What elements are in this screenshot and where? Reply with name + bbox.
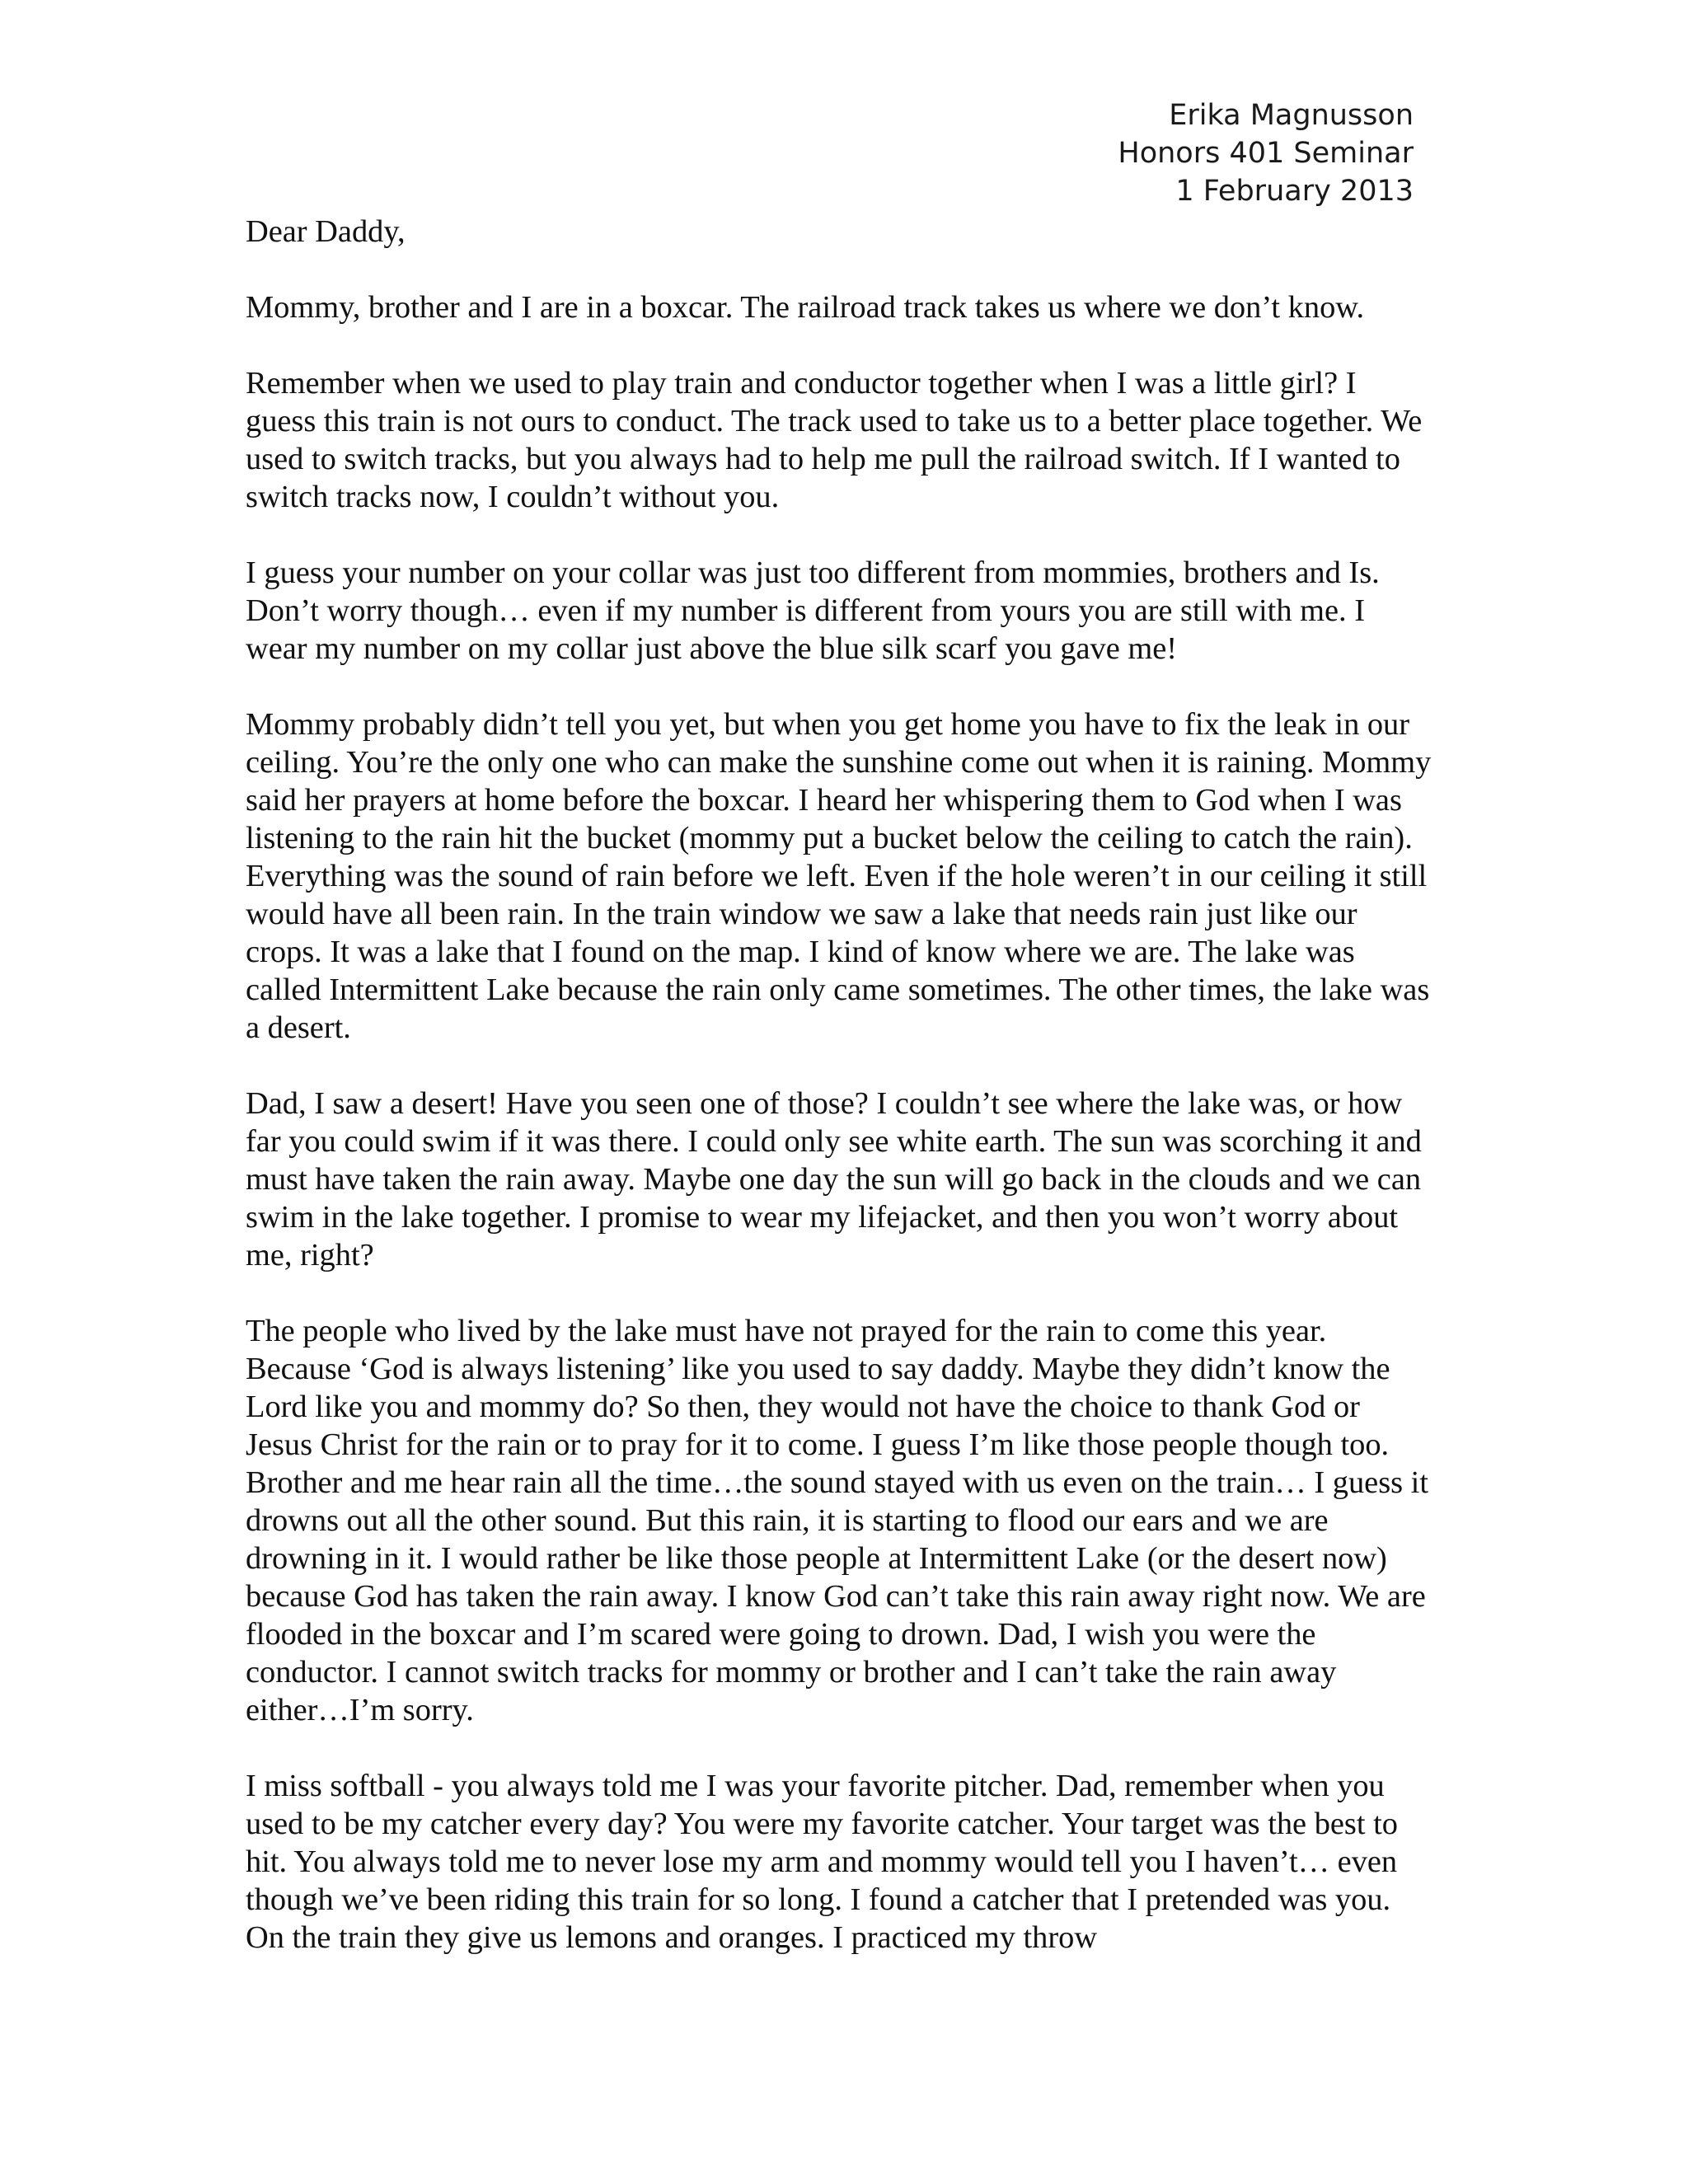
salutation: Dear Daddy, bbox=[246, 214, 406, 249]
author-name: Erika Magnusson bbox=[1169, 99, 1414, 132]
paragraph: Remember when we used to play train and conductor together when I was a little girl? I guess this train is not ours to conduct. The track used to take us to a better place together. We used to switch tracks, but you always had to help me pull the railroad switch. If I wanted to switch tracks now, I couldn’t without you. bbox=[246, 366, 1423, 514]
header-block bbox=[1118, 96, 1414, 210]
paragraph: Mommy probably didn’t tell you yet, but when you get home you have to fix the leak in our ceiling. You’re the only one who can make the sunshine come out when it is raining. Mommy said her prayers at home before the boxcar. I heard her whispering them to God when I was listening to the rain hit the bucket (mommy put a bucket below the ceiling to catch the rain). Everything was the sound of rain before we left. Even if the hole weren’t in our ceiling it still would have all been rain. In the train window we saw a lake that needs rain just like our crops. It was a lake that I found on the map. I kind of know where we are. The lake was called Intermittent Lake because the rain only came sometimes. The other times, the lake was a desert. bbox=[246, 707, 1432, 1045]
paragraph: Dad, I saw a desert! Have you seen one of those? I couldn’t see where the lake was, or how far you could swim if it was there. I could only see white earth. The sun was scorching it and must have taken the rain away. Maybe one day the sun will go back in the clouds and we can swim in the lake together. I promise to wear my lifejacket, and then you won’t worry about me, right? bbox=[246, 1086, 1422, 1272]
letter-body bbox=[246, 213, 1432, 1994]
paragraph: Mommy, brother and I are in a boxcar. The railroad track takes us where we don’t know. bbox=[246, 290, 1365, 325]
letter-date: 1 February 2013 bbox=[1175, 175, 1414, 208]
course-name: Honors 401 Seminar bbox=[1118, 137, 1414, 170]
paragraph: I guess your number on your collar was just too different from mommies, brothers and Is. Don’t worry though… even if my number is different from yours you are still with me. I wear my number on my collar just above the blue silk scarf you gave me! bbox=[246, 555, 1380, 666]
paragraph: I miss softball - you always told me I was your favorite pitcher. Dad, remember when you used to be my catcher every day? You were my favorite catcher. Your target was the best to hit. You always told me to never lose my arm and mommy would tell you I haven’t… even though we’ve been riding this train for so long. I found a catcher that I pretended was you. On the train they give us lemons and oranges. I practiced my throw bbox=[246, 1769, 1398, 1955]
paragraph: The people who lived by the lake must have not prayed for the rain to come this year. Because ‘God is always listening’ like you used to say daddy. Maybe they didn’t know the Lord like you and mommy do? So then, they would not have the choice to thank God or Jesus Christ for the rain or to pray for it to come. I guess I’m like those people though too. Brother and me hear rain all the time…the sound stayed with us even on the train… I guess it drowns out all the other sound. But this rain, it is starting to flood our ears and we are drowning in it. I would rather be like those people at Intermittent Lake (or the desert now) because God has taken the rain away. I know God can’t take this rain away right now. We are flooded in the boxcar and I’m scared were going to drown. Dad, I wish you were the conductor. I cannot switch tracks for mommy or brother and I can’t take the rain away either…I’m sorry. bbox=[246, 1314, 1429, 1727]
